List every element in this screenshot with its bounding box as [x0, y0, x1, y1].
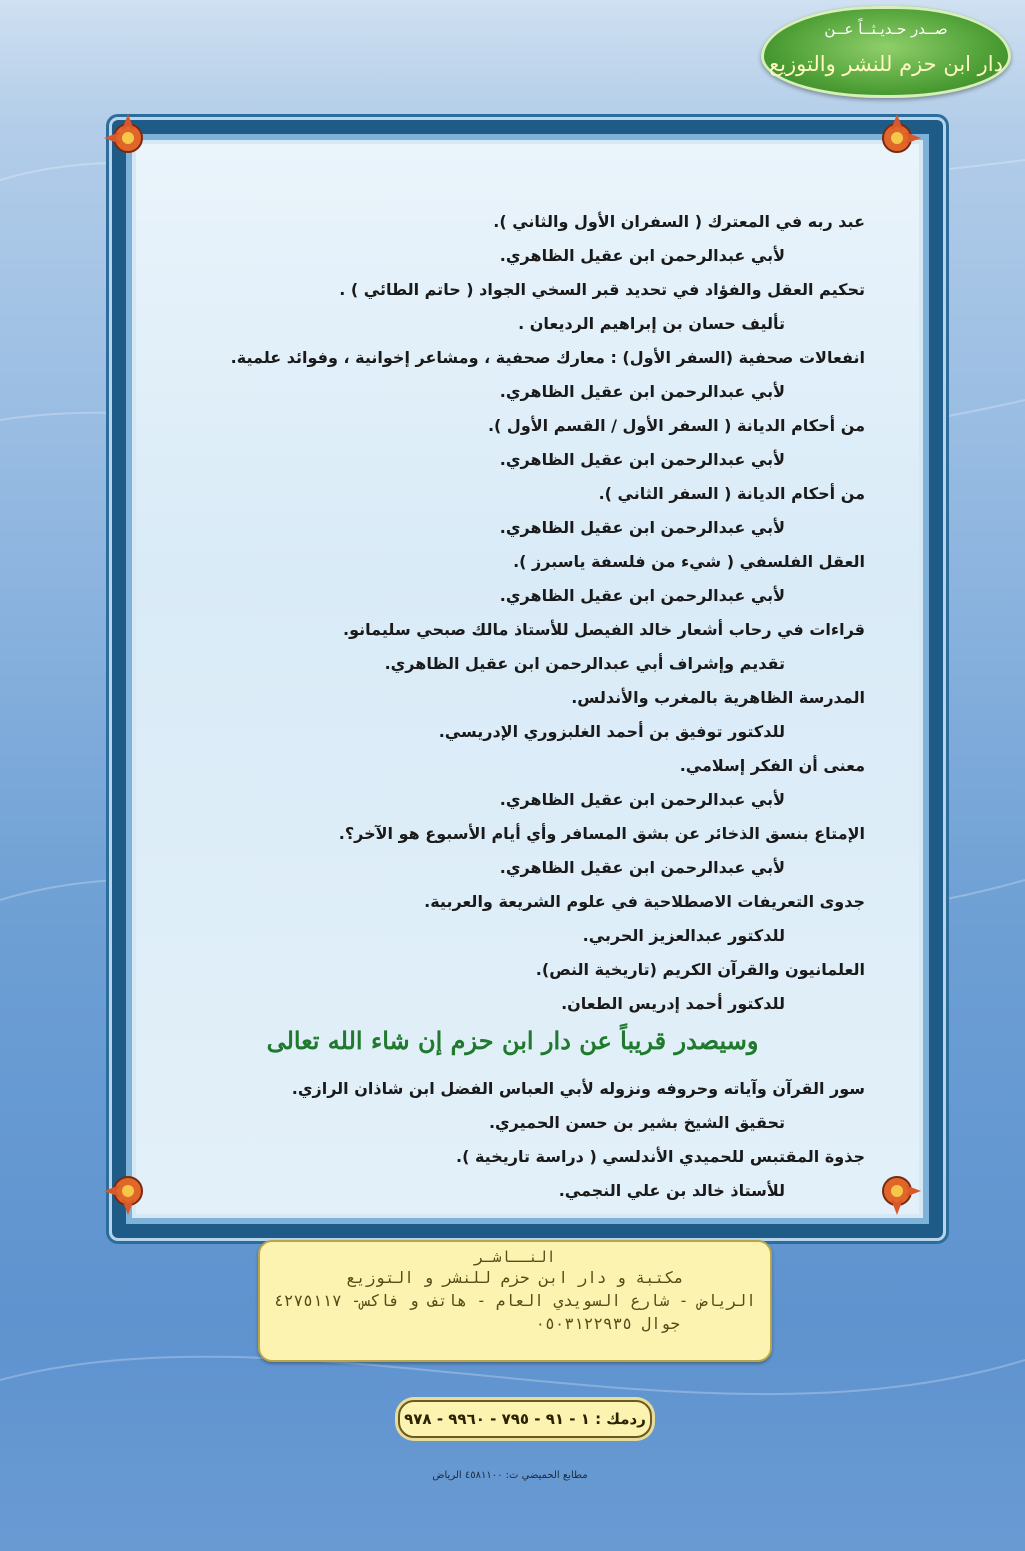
list-item [160, 749, 865, 817]
printer-credit: مطابع الحميضي ت: ٤٥٨١١٠٠ الرياض [432, 1470, 588, 1481]
book-author: لأبي عبدالرحمن ابن عقيل الظاهري. [499, 450, 785, 469]
badge-publisher-name: دار ابن حزم للنشر والتوزيع [769, 52, 1003, 76]
book-title: المدرسة الظاهرية بالمغرب والأندلس. [571, 688, 865, 707]
publisher-badge [761, 6, 1011, 98]
book-author: تأليف حسان بن إبراهيم الرديعان . [518, 314, 785, 333]
book-author: لأبي عبدالرحمن ابن عقيل الظاهري. [499, 246, 785, 265]
list-item [160, 341, 865, 409]
book-title: من أحكام الديانة ( السفر الأول / القسم الأول ). [487, 416, 865, 435]
list-item [160, 885, 865, 953]
book-author: لأبي عبدالرحمن ابن عقيل الظاهري. [499, 586, 785, 605]
book-author: للأستاذ خالد بن علي النجمي. [558, 1181, 785, 1200]
book-title: معنى أن الفكر إسلامي. [679, 756, 865, 775]
corner-ornament-icon [857, 108, 927, 178]
book-title: سور القرآن وآياته وحروفه ونزوله لأبي العباس الفضل ابن شاذان الرازي. [291, 1079, 865, 1098]
book-author: تحقيق الشيخ بشير بن حسن الحميري. [488, 1113, 785, 1132]
book-title: جذوة المقتبس للحميدي الأندلسي ( دراسة تاريخية ). [456, 1147, 865, 1166]
corner-ornament-icon [857, 1151, 927, 1221]
corner-ornament-icon [98, 1151, 168, 1221]
book-title: من أحكام الديانة ( السفر الثاني ). [598, 484, 865, 503]
list-item [160, 477, 865, 545]
list-item [160, 1140, 865, 1208]
coming-soon-heading: وسيصدر قريباً عن دار ابن حزم إن شاء الله تعالى [266, 1026, 759, 1055]
list-item [160, 817, 865, 885]
book-author: للدكتور عبدالعزيز الحربي. [582, 926, 785, 945]
publisher-name: مكتبة و دار ابن حزم للنشر و التوزيع [346, 1268, 684, 1287]
publisher-mobile: جوال ٠٥٠٣١٢٢٩٣٥ [535, 1314, 680, 1333]
book-author: لأبي عبدالرحمن ابن عقيل الظاهري. [499, 518, 785, 537]
book-title: قراءات في رحاب أشعار خالد الفيصل للأستاذ مالك صبحي سليمانو. [343, 620, 865, 639]
publisher-info-box [258, 1240, 772, 1362]
coming-soon-list [160, 1072, 865, 1208]
book-author: لأبي عبدالرحمن ابن عقيل الظاهري. [499, 382, 785, 401]
book-title: جدوى التعريفات الاصطلاحية في علوم الشريعة والعربية. [424, 892, 865, 911]
book-author: لأبي عبدالرحمن ابن عقيل الظاهري. [499, 858, 785, 877]
book-author: تقديم وإشراف أبي عبدالرحمن ابن عقيل الظاهري. [384, 654, 785, 673]
isbn-label: ردمك : ١ - ٩١ - ٧٩٥ - ٩٩٦٠ - ٩٧٨ [398, 1400, 652, 1438]
list-item [160, 273, 865, 341]
book-title: الإمتاع بنسق الذخائر عن بشق المسافر وأي أيام الأسبوع هو الآخر؟. [338, 824, 865, 843]
new-releases-list [160, 205, 865, 1021]
book-title: العلمانيون والقرآن الكريم (تاريخية النص). [535, 960, 865, 979]
book-author: لأبي عبدالرحمن ابن عقيل الظاهري. [499, 790, 785, 809]
book-title: تحكيم العقل والفؤاد في تحديد قبر السخي الجواد ( حاتم الطائي ) . [339, 280, 865, 299]
book-title: عبد ربه في المعترك ( السفران الأول والثاني ). [493, 212, 865, 231]
book-author: للدكتور أحمد إدريس الطعان. [561, 994, 785, 1013]
list-item [160, 953, 865, 1021]
list-item [160, 613, 865, 681]
book-title: انفعالات صحفية (السفر الأول) : معارك صحفية ، ومشاعر إخوانية ، وفوائد علمية. [230, 348, 865, 367]
list-item [160, 545, 865, 613]
publisher-header: النــاشـر [474, 1248, 556, 1266]
corner-ornament-icon [98, 108, 168, 178]
list-item [160, 681, 865, 749]
list-item [160, 205, 865, 273]
publisher-address: الرياض - شارع السويدي العام - هاتف و فاكس- ٤٢٧٥١١٧ [274, 1291, 756, 1310]
book-title: العقل الفلسفي ( شيء من فلسفة ياسبرز ). [513, 552, 865, 571]
book-author: للدكتور توفيق بن أحمد الغلبزوري الإدريسي. [438, 722, 785, 741]
list-item [160, 409, 865, 477]
badge-top-text: صــدر حـديـثــاً عــن [824, 20, 948, 38]
list-item [160, 1072, 865, 1140]
